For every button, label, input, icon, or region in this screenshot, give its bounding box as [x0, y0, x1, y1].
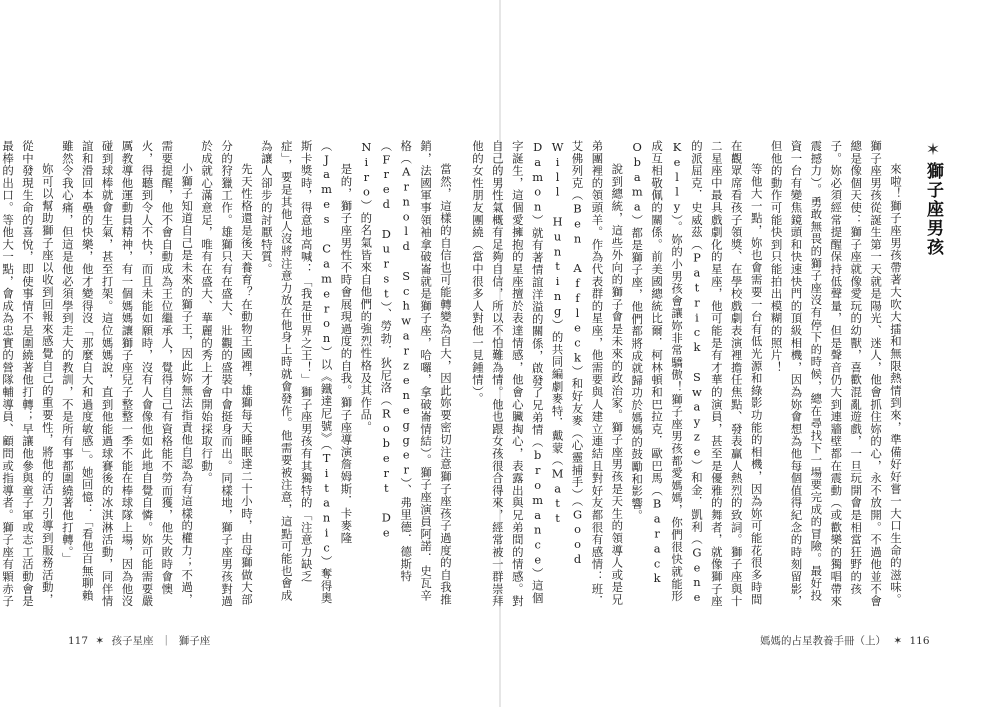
paragraph: 先天性格還是後天養育？在動物王國裡，雄獅每天睡眠達二十小時，由母獅做大部分的狩獵工作。雄獅只有在盛大、壯觀的盛裝中會挺身而出。同樣地，獅子座男孩對過於成就心滿意足，唯有在盛大、華麗的秀上才會開始採取行動。 — [200, 140, 254, 608]
footer-star-icon: ✶ — [95, 635, 105, 647]
paragraph: 是的，獅子座男性不時會展現過度的自我。獅子座導演詹姆斯．卡麥隆（James Cameron）以《鐵達尼號》（Titanic）奪得奧斯卡獎時，得意地高喊：「我是世界之王！」獅子座男孩有其獨特的「注意力缺乏症」，要是其他人沒將注意力放在他身上時就會發作。他需要被注意，這點可能也會成為讓人卻步的討厭特質。 — [259, 140, 354, 605]
footer-star-icon: ✶ — [893, 635, 903, 647]
section-heading — [908, 140, 948, 290]
left-page-body — [1, 140, 455, 610]
right-page-footer — [760, 633, 930, 648]
paragraph: 小獅子知道自己是未來的獅子王，因此妳無法指責他自認為有這樣的權力；不過，需要提醒，他不會自動成為王位繼承人，覺得自己有資格能不勞而獲，他失敗時會懊火，得聽到令人不快，而且未能如願時，沒有人會像他如此地自覺自憐。妳可能需要嚴厲教導他運動員精神，有一個媽媽讓獅子座兒子整整一季不能在棒球隊上場，因為他沒碰到球棒就會生氣，甚至打架。這位媽媽說，直到他能過球賽後的冰淇淋活動，同伴情誼和滑回本壘的快樂，他才變得沒「那麼自大和過度敏感」。她回憶：「看他百無聊賴雖然令我心痛，但這是他必須學到走大的教訓，不是所有事都圍繞著他打轉。」 — [60, 140, 195, 608]
left-page-footer — [68, 633, 210, 648]
right-page-body — [470, 140, 905, 610]
paragraph: 說到總統，這些外向的獅子會是未來的政治家。獅子座男孩是天生的領導人或是兄弟團裡的領頭羊。作為代表群的星座，他需要與人建立連結且對好友都很有感情：班．艾佛列克（Ben Affleck）和好友麥（心靈捕手）（Good Will Hunting）的共同編劇麥特．戴蒙（Matt Damon）就有著情誼洋溢的關係，啟發了兄弟情（bromance）這個字誕生，這個愛擁抱的星座擅於表達情感，他會心臟掏心，表露出與兄弟間的情感。對自己的男性氣概有足夠自信，所以不怕難為情。他也跟女孩很合得來，經常被一群崇拜他的女性朋友團繞（當中很多人對他一見鍾情）。 — [470, 140, 625, 608]
heading-text: 獅子座男孩 — [923, 162, 943, 257]
chapter-subtitle: 獅子座 — [178, 635, 211, 647]
book-title: 媽媽的占星教養手冊（上） — [760, 635, 886, 647]
heading-star-icon: ✶ — [923, 140, 943, 162]
paragraph: 當然，這樣的自信也可能轉變為自大，因此妳要密切注意獅子座孩子過度的自我推銷，法國軍事領袖拿破崙就是獅子座，哈囉，拿破崙情結）。獅子座演員阿諾．史瓦辛格（Arnold Schwarzenegger）、弗里德．德斯特（Fred Durst）、勞勃．狄尼洛（Robert De Niro）的名氣皆來自他們的強烈性格及其作品。 — [359, 140, 453, 606]
page-number: 117 — [68, 635, 89, 647]
paragraph: 來啦！獅子座男孩帶著大吹大擂和無限熱情到來，準備好好嘗一大口生命的滋味。獅子座男孩從誕生第一天就是陽光、迷人，他會抓住妳的心，永不放開。不過他並不會總是像個天使：獅子座就像愛玩的幼獸，喜歡混亂遊戲，一旦玩開會是相當狂野的孩子。妳必須經常提醒保持低聲量，但是聲音仍大到連牆壁都在震動（或歡樂的獨唱帶來震撼力）。勇敢無畏的獅子座沒有停下的時候，總在尋找下一場要完成的冒險。最好投資一台有變焦鏡頭和快速快門的頂級相機，因為妳會想為他每個值得紀念的時刻留影，但他的動作可能快到只能拍出模糊的照片！ — [769, 140, 903, 608]
paragraph: 等他大一點，妳也會需要一台有低光源和綠影功能的相機，因為妳可能花很多時間在觀眾席看孩子領獎、在學校戲劇表演裡擔任焦點、發表贏人熱烈的致詞。獅子座與十二星座中最具戲劇化的星座，他可能是有才華的演員，甚至是優雅的舞者，就像獅子座的派屈克．史威茲（Patrick Swayze）和金．凱利（Gene Kelly）。妳的小男孩會讓妳非常驕傲！獅子座男孩都愛媽媽，你們很快就能形成互相敬佩的關係。前美國總統比爾．柯林頓和巴拉克．歐巴馬（Barack Obama）都是獅子座，他們都將成就歸功於媽媽的鼓勵和影響。 — [630, 140, 764, 608]
chapter-title: 孩子星座 — [111, 635, 154, 647]
paragraph: 妳可以幫助獅子座以收到回報來感覺自己的重要性，將他的活力引導到服務活動，從中發現生命的喜悅，即使事情不是圍繞著他打轉；早讓他參與童子軍或志工活動會是最棒的出口。等他大一點，會成為忠實的營隊輔導員、顧問或指導者。獅子座有顆赤子 — [1, 140, 55, 608]
footer-separator: ｜ — [160, 635, 172, 647]
page-number: 116 — [909, 635, 930, 647]
